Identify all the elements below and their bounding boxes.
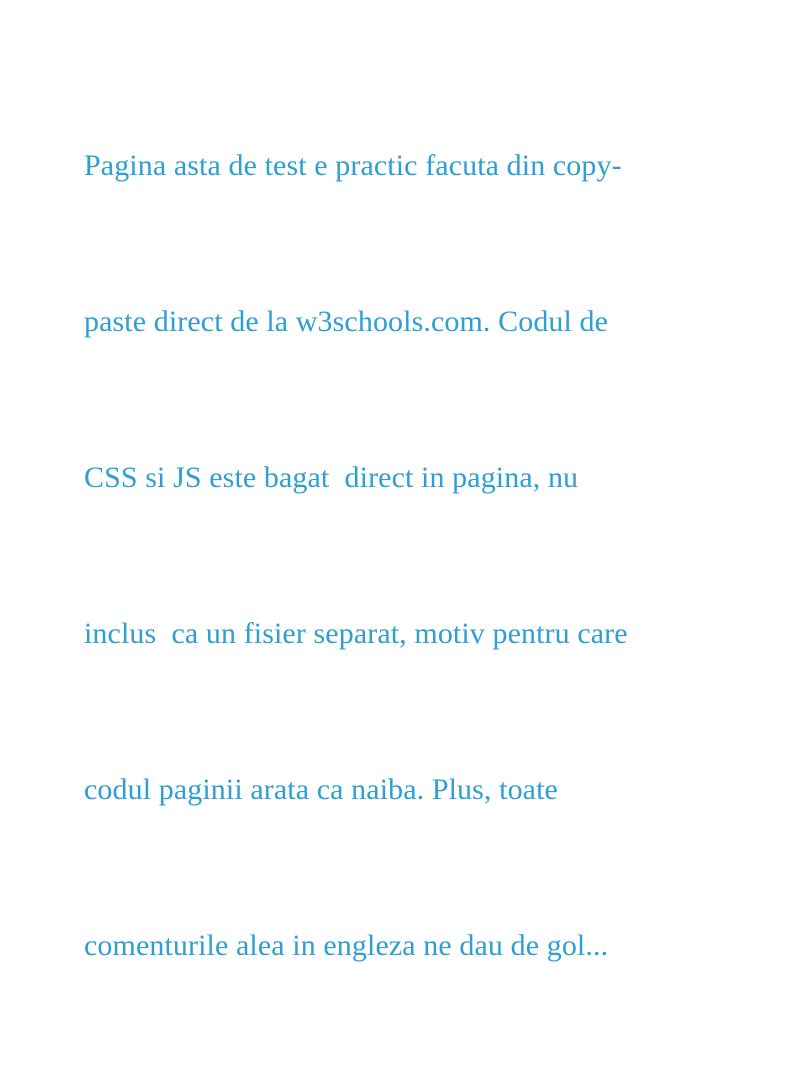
paragraph-line-2: paste direct de la w3schools.com. Codul de <box>84 305 609 338</box>
paragraph-line-1: Pagina asta de test e practic facuta din copy- <box>84 149 622 182</box>
paragraph-line-6: comenturile alea in engleza ne dau de gol... <box>84 929 609 962</box>
paragraph-line-5: codul paginii arata ca naiba. Plus, toate <box>84 773 558 806</box>
paragraph <box>84 36 784 1076</box>
paragraph-line-3: CSS si JS este bagat direct in pagina, nu <box>84 461 579 494</box>
paragraph-line-4: inclus ca un fisier separat, motiv pentru care <box>84 617 628 650</box>
